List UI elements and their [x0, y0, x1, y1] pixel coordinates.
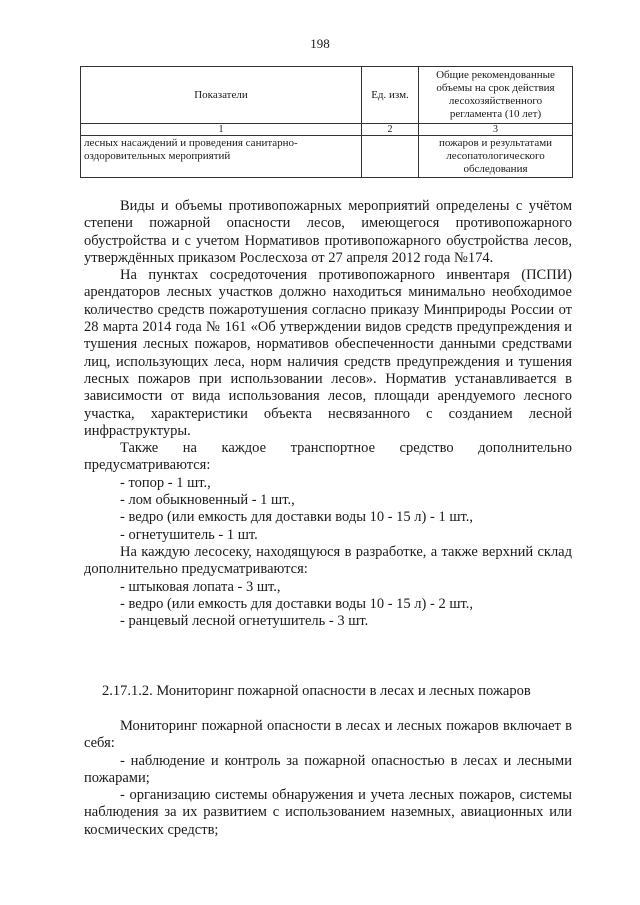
list-item: - топор - 1 шт., — [120, 474, 211, 491]
section-heading: 2.17.1.2. Мониторинг пожарной опасности в лесах и лесных пожаров — [102, 683, 531, 699]
list-item: - огнетушитель - 1 шт. — [120, 526, 258, 543]
table-header-row — [81, 67, 573, 124]
header-indicators: Показатели — [81, 67, 362, 124]
paragraph-monitoring-detection: - организацию системы обнаружения и учета лесных пожаров, системы наблюдения за их развитием с использованием наземных, авиационных или космических средств; — [84, 787, 572, 838]
header-unit: Ед. изм. — [362, 67, 419, 124]
list-item: - штыковая лопата - 3 шт., — [120, 578, 281, 595]
list-item: - лом обыкновенный - 1 шт., — [120, 492, 295, 509]
page-number: 198 — [310, 36, 330, 51]
paragraph-monitoring-intro: Мониторинг пожарной опасности в лесах и лесных пожаров включает в себя: — [84, 718, 572, 752]
table-row — [81, 136, 573, 178]
row-value: пожаров и результатами лесопатологического обследования — [419, 136, 573, 178]
indicators-table — [80, 66, 573, 178]
list-item: - ведро (или емкость для доставки воды 10 - 15 л) - 2 шт., — [120, 595, 473, 612]
header-recommended-volumes: Общие рекомендованные объемы на срок действия лесохозяйственного регламента (10 лет) — [419, 67, 573, 124]
paragraph-monitoring-control: - наблюдение и контроль за пожарной опасностью в лесах и лесными пожарами; — [84, 752, 572, 786]
paragraph-transport: Также на каждое транспортное средство дополнительно предусматриваются: — [84, 440, 572, 474]
row-unit — [362, 136, 419, 178]
section-monitoring — [84, 718, 572, 839]
table-column-numbers-row — [81, 124, 573, 136]
list-item: - ведро (или емкость для доставки воды 10 - 15 л) - 1 шт., — [120, 509, 473, 526]
list-item: - ранцевый лесной огнетушитель - 3 шт. — [120, 613, 369, 630]
paragraph-measures: Виды и объемы противопожарных мероприятий определены с учётом степени пожарной опасности лесов, имеющегося противопожарного обустройства и с учетом Нормативов противопожарного обустройства лесов, утверждённых приказом Рослесхоза от 27 апреля 2012 года №174. — [84, 198, 572, 266]
column-number: 2 — [362, 124, 419, 136]
paragraph-cutting-area: На каждую лесосеку, находящуюся в разработке, а также верхний склад дополнительно предусматриваются: — [84, 543, 572, 578]
column-number: 1 — [81, 124, 362, 136]
paragraph-pspi: На пунктах сосредоточения противопожарного инвентаря (ПСПИ) арендаторов лесных участков должно находиться минимально необходимое количество средств пожаротушения согласно приказу Минприроды России от 28 марта 2014 года № 161 «Об утверждении видов средств предупреждения и тушения лесных пожаров, нормативов обеспеченности данными средствами лиц, использующих леса, норм наличия средств предупреждения и тушения лесных пожаров при использовании лесов». Норматив устанавливается в зависимости от вида использования лесов, площади арендуемого лесного участка, характеристики объекта несвязанного с созданием лесной инфраструктуры. — [84, 267, 572, 439]
section-fire-measures — [84, 198, 572, 630]
column-number: 3 — [419, 124, 573, 136]
row-indicator: лесных насаждений и проведения санитарно-оздоровительных мероприятий — [81, 136, 362, 178]
